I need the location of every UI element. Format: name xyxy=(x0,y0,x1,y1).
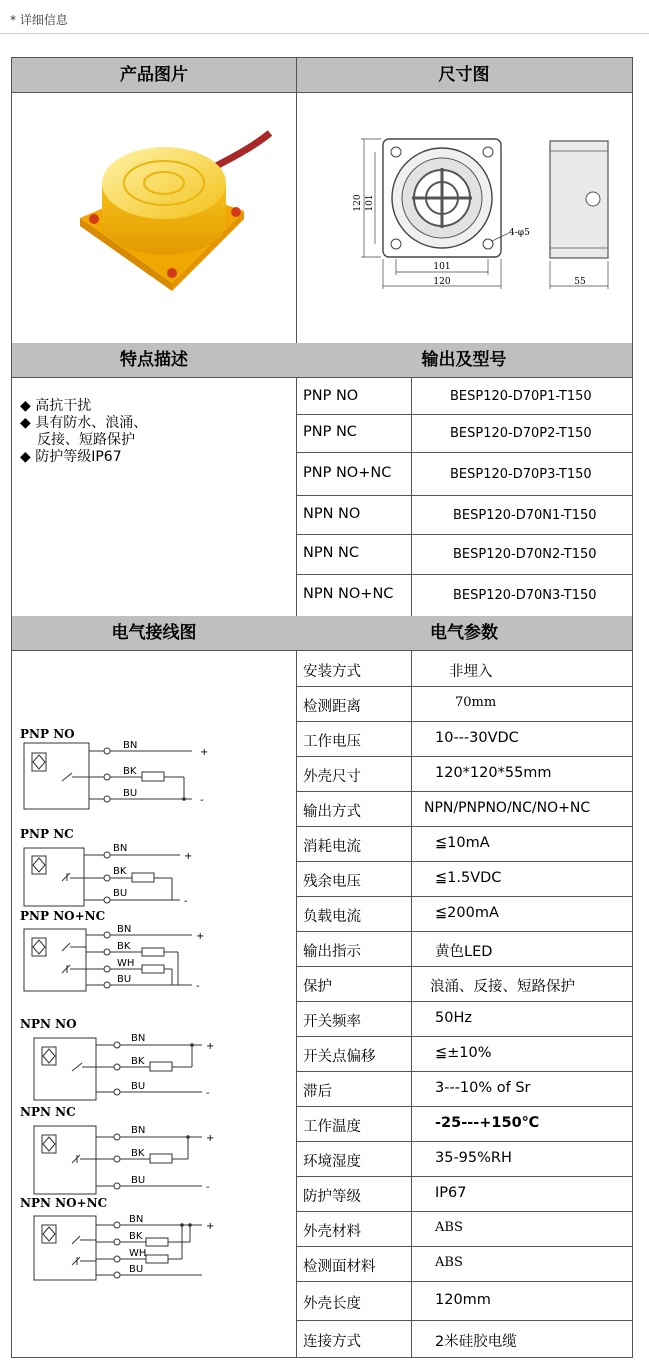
param-name: 残余电压 xyxy=(303,873,361,890)
param-name: 外壳长度 xyxy=(303,1295,361,1312)
param-value: 10---30VDC xyxy=(435,729,519,746)
param-name: 滞后 xyxy=(303,1083,332,1100)
header-wiring: 电气接线图 xyxy=(12,616,296,651)
model-type: PNP NO+NC xyxy=(303,465,392,481)
row-line xyxy=(296,861,632,862)
feature-item: 反接、短路保护 xyxy=(37,432,135,448)
param-name: 工作温度 xyxy=(303,1118,361,1135)
param-name: 开关频率 xyxy=(303,1013,361,1030)
param-value: ≦200mA xyxy=(435,904,499,921)
wire-bu: BU xyxy=(129,1264,144,1275)
row-line xyxy=(296,1001,632,1002)
wiring-title-npn-nonc: NPN NO+NC xyxy=(20,1196,108,1210)
param-name: 负载电流 xyxy=(303,908,361,925)
row-line xyxy=(296,686,632,687)
wire-bu: BU xyxy=(131,1175,146,1186)
wire-bn: BN xyxy=(123,740,138,751)
wire-bk: BK xyxy=(123,766,137,777)
plus: + xyxy=(200,747,209,758)
wire-bk: BK xyxy=(129,1231,143,1242)
header-dimension: 尺寸图 xyxy=(296,58,632,93)
param-name: 工作电压 xyxy=(303,733,361,750)
param-value: ≦10mA xyxy=(435,834,490,851)
param-value: IP67 xyxy=(435,1184,467,1201)
wiring-title-pnp-no: PNP NO xyxy=(20,727,75,741)
wire-bn: BN xyxy=(113,843,128,854)
dim-120-horizontal: 120 xyxy=(433,277,451,287)
minus: - xyxy=(206,1182,210,1193)
plus: + xyxy=(196,931,205,942)
model-type: PNP NC xyxy=(303,424,357,440)
param-name: 环境湿度 xyxy=(303,1153,361,1170)
row-line xyxy=(296,534,632,535)
wire-bn: BN xyxy=(129,1214,144,1225)
param-value: 120mm xyxy=(435,1291,491,1308)
param-name: 消耗电流 xyxy=(303,838,361,855)
wire-bu: BU xyxy=(113,888,128,899)
row-line xyxy=(296,1036,632,1037)
row-line xyxy=(296,1141,632,1142)
param-name: 检测距离 xyxy=(303,698,361,715)
dim-101-horizontal: 101 xyxy=(433,262,451,272)
param-name: 输出方式 xyxy=(303,803,361,820)
wire-bu: BU xyxy=(123,788,138,799)
dim-101-vertical: 101 xyxy=(365,194,375,212)
product-photo xyxy=(12,93,296,343)
wire-bk: BK xyxy=(113,866,127,877)
row-line xyxy=(296,495,632,496)
wire-wh: WH xyxy=(117,958,135,969)
plus: + xyxy=(184,851,193,862)
header-product-image: 产品图片 xyxy=(12,58,296,93)
wiring-diagrams xyxy=(12,651,296,1357)
model-code: BESP120-D70P1-T150 xyxy=(450,389,592,404)
row-line xyxy=(296,1246,632,1247)
header-features: 特点描述 xyxy=(12,343,296,378)
row-line xyxy=(296,896,632,897)
dimension-drawing xyxy=(297,93,633,343)
param-name: 输出指示 xyxy=(303,943,361,960)
wire-bn: BN xyxy=(131,1033,146,1044)
feature-item: ◆ 防护等级IP67 xyxy=(20,449,122,465)
wire-bk: BK xyxy=(131,1148,145,1159)
model-code: BESP120-D70P3-T150 xyxy=(450,467,592,482)
minus: - xyxy=(200,795,204,806)
row-line xyxy=(296,1320,632,1321)
row-line xyxy=(296,931,632,932)
model-code: BESP120-D70N1-T150 xyxy=(453,508,597,523)
header-params: 电气参数 xyxy=(296,616,632,651)
param-name: 外壳尺寸 xyxy=(303,768,361,785)
row-line xyxy=(296,414,632,415)
wire-bu: BU xyxy=(131,1081,146,1092)
wiring-title-pnp-nonc: PNP NO+NC xyxy=(20,909,106,923)
param-name: 连接方式 xyxy=(303,1333,361,1350)
param-name: 开关点偏移 xyxy=(303,1048,376,1065)
wire-bk: BK xyxy=(117,941,131,952)
wire-bu: BU xyxy=(117,974,132,985)
header-output-models: 输出及型号 xyxy=(296,343,632,378)
model-type: PNP NO xyxy=(303,388,359,404)
plus: + xyxy=(206,1221,215,1232)
row-line xyxy=(296,756,632,757)
row-line xyxy=(296,1211,632,1212)
row-line xyxy=(296,721,632,722)
feature-item: ◆ 具有防水、浪涌、 xyxy=(20,415,148,431)
param-value: 浪涌、反接、短路保护 xyxy=(430,978,575,995)
wiring-title-npn-nc: NPN NC xyxy=(20,1105,76,1119)
param-value: ABS xyxy=(435,1254,463,1270)
param-value: ≦±10% xyxy=(435,1044,492,1061)
param-value: 35-95%RH xyxy=(435,1149,512,1166)
dim-120-vertical: 120 xyxy=(353,194,363,212)
wire-bn: BN xyxy=(131,1125,146,1136)
detail-info-label: * 详细信息 xyxy=(10,13,68,27)
row-line xyxy=(296,1281,632,1282)
param-value: 黄色LED xyxy=(435,943,493,960)
row-line xyxy=(296,452,632,453)
param-value: -25---+150℃ xyxy=(435,1114,540,1131)
plus: + xyxy=(206,1133,215,1144)
minus: - xyxy=(206,1088,210,1099)
row-line xyxy=(296,1106,632,1107)
row-line xyxy=(296,1071,632,1072)
model-type: NPN NO+NC xyxy=(303,586,394,602)
param-value: 非埋入 xyxy=(449,663,493,680)
param-name: 检测面材料 xyxy=(303,1258,376,1275)
param-value: 120*120*55mm xyxy=(435,764,552,781)
param-value: ≦1.5VDC xyxy=(435,869,502,886)
param-value: 70mm xyxy=(455,694,497,710)
row-line xyxy=(296,966,632,967)
row-line xyxy=(296,574,632,575)
param-name: 外壳材料 xyxy=(303,1223,361,1240)
model-type: NPN NC xyxy=(303,545,360,561)
param-value: 2米硅胶电缆 xyxy=(435,1333,517,1350)
spec-table xyxy=(11,57,633,1358)
model-code: BESP120-D70N3-T150 xyxy=(453,588,597,603)
wiring-title-npn-no: NPN NO xyxy=(20,1017,77,1031)
minus: - xyxy=(196,981,200,992)
param-name: 安装方式 xyxy=(303,663,361,680)
param-value: ABS xyxy=(435,1219,463,1235)
param-value: NPN/PNPNO/NC/NO+NC xyxy=(424,799,591,816)
model-type: NPN NO xyxy=(303,506,361,522)
row-line xyxy=(296,826,632,827)
minus: - xyxy=(184,896,188,907)
param-name: 防护等级 xyxy=(303,1188,361,1205)
wire-bk: BK xyxy=(131,1056,145,1067)
wiring-title-pnp-nc: PNP NC xyxy=(20,827,74,841)
param-value: 3---10% of Sr xyxy=(435,1079,531,1096)
row-line xyxy=(296,1176,632,1177)
model-code: BESP120-D70N2-T150 xyxy=(453,547,597,562)
param-name: 保护 xyxy=(303,978,332,995)
dim-hole: 4-φ5 xyxy=(509,228,530,238)
wire-wh: WH xyxy=(129,1248,147,1259)
plus: + xyxy=(206,1041,215,1052)
row-line xyxy=(296,791,632,792)
param-value: 50Hz xyxy=(435,1009,472,1026)
wire-bn: BN xyxy=(117,924,132,935)
dim-55: 55 xyxy=(574,277,586,287)
model-code: BESP120-D70P2-T150 xyxy=(450,426,592,441)
feature-item: ◆ 高抗干扰 xyxy=(20,398,92,414)
top-bar xyxy=(0,0,649,34)
